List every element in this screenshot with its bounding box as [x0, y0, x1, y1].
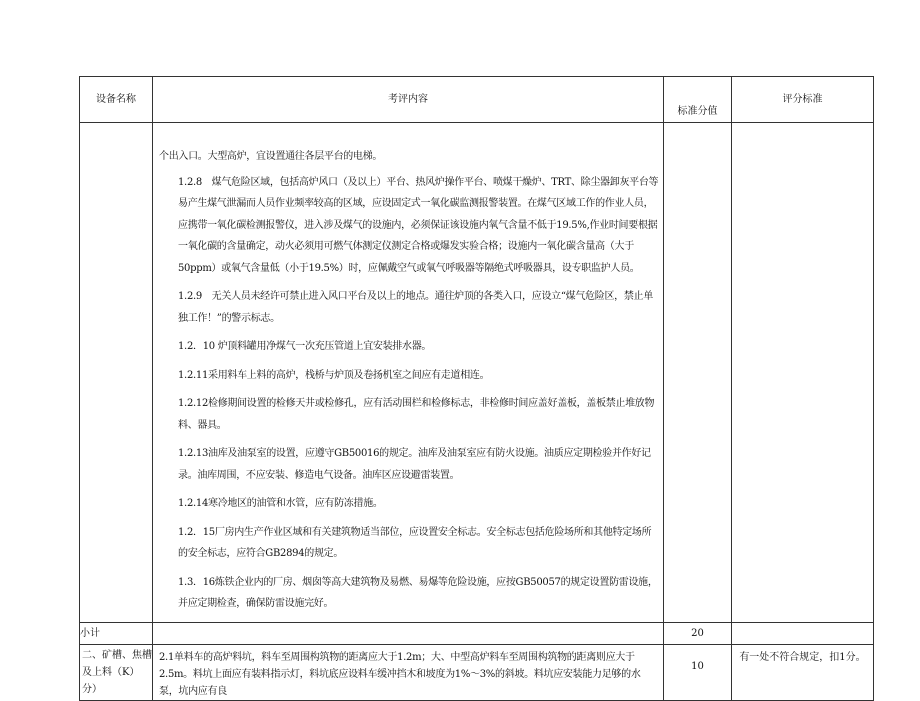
section1-row: [80, 123, 874, 623]
clause-1-3-16: 1.3．16炼铁企业内的厂房、烟囱等高大建筑物及易燃、易爆等危险设施，应按GB50057的规定设置防雷设施，并应定期检查，确保防雷设施完好。: [178, 576, 658, 609]
clause-2-1: 2.1单料车的高炉料坑，料车至周围构筑物的距离应大于1.2m；大、中型高炉料车至周围构筑物的距离则应大于2.5m。料坑上面应有装料指示灯，料坑底应设料车缓冲挡木和坡度为1%～3%的斜坡。料坑应安装能力足够的水泵，坑内应有良: [159, 652, 641, 697]
subtotal-label: 小计: [80, 622, 153, 645]
section1-device-cell: [80, 123, 153, 623]
section2-category-cell: [80, 645, 153, 701]
section1-content-cell: [153, 123, 664, 623]
clause-1-2-8: 1.2.8 煤气危险区域，包括高炉风口（及以上）平台、热风炉操作平台、喷煤干燥炉、TRT、除尘器卸灰平台等易产生煤气泄漏而人员作业频率较高的区域，应设固定式一氧化碳监测报警装置。在煤气区域工作的作业人员，应携带一氧化碳检测报警仪，进入涉及煤气的设施内，必须保证该设施内氧气含量不低于19.5%,作业时间要根据一氧化碳的含量确定，动火必须用可燃气体测定仪测定合格或爆发实验合格；设施内一氧化碳含量高（大于50ppm）或氧气含量低（小于19.5%）时，应佩戴空气或氧气呼吸器等隔绝式呼吸器具，设专职监护人员。: [178, 176, 659, 274]
clause-1-2-11: 1.2.11采用料车上料的高炉，栈桥与炉顶及卷扬机室之间应有走道相连。: [178, 369, 490, 381]
clause-1-2-14: 1.2.14寒冷地区的油管和水管，应有防冻措施。: [178, 498, 383, 509]
clause-1-2-10: 1.2．10 炉顶料罐用净煤气一次充压管道上宜安装排水器。: [178, 341, 432, 352]
section2-category: 二、矿槽、焦槽及上料（K）分）: [82, 650, 152, 695]
header-score: 标准分值: [664, 77, 732, 123]
subtotal-row: [80, 622, 874, 645]
section2-content-cell: [153, 645, 664, 701]
subtotal-empty: [153, 622, 664, 645]
subtotal-score: 20: [664, 622, 732, 645]
clause-1-2-12: 1.2.12检修期间设置的检修天井或检修孔，应有活动围栏和检修标志，非检修时间应盖好盖板，盖板禁止堆放物料、器具。: [178, 398, 655, 431]
section2-criteria-cell: [732, 645, 874, 701]
section2-row: [80, 645, 874, 701]
section2-score: 10: [691, 661, 704, 672]
section1-score-cell: [664, 123, 732, 623]
header-content: 考评内容: [153, 77, 664, 123]
clause-1-2-13: 1.2.13油库及油泵室的设置，应遵守GB50016的规定。油库及油泵室应有防火设施。油质应定期检验并作好记录。油库周围，不应安装、修造电气设备。油库区应设避雷装置。: [178, 448, 651, 481]
header-device: 设备名称: [80, 77, 153, 123]
subtotal-criteria-empty: [732, 622, 874, 645]
clause-1-2-9: 1.2.9 无关人员未经许可禁止进入风口平台及以上的地点。通往炉顶的各类入口，应设立“煤气危险区，禁止单独工作！”的警示标志。: [178, 291, 653, 324]
header-row: [80, 77, 874, 123]
section2-criteria: 有一处不符合规定，扣1分。: [739, 652, 866, 663]
header-criteria: 评分标准: [732, 77, 874, 123]
section2-score-cell: [664, 645, 732, 701]
evaluation-table: [79, 76, 874, 701]
clause-text: 个出入口。大型高炉，宜设置通往各层平台的电梯。: [159, 151, 383, 162]
section1-criteria-cell: [732, 123, 874, 623]
clause-1-2-15: 1.2．15厂房内生产作业区域和有关建筑物适当部位，应设置安全标志。安全标志包括危险场所和其他特定场所的安全标志，应符合GB2894的规定。: [178, 526, 652, 559]
